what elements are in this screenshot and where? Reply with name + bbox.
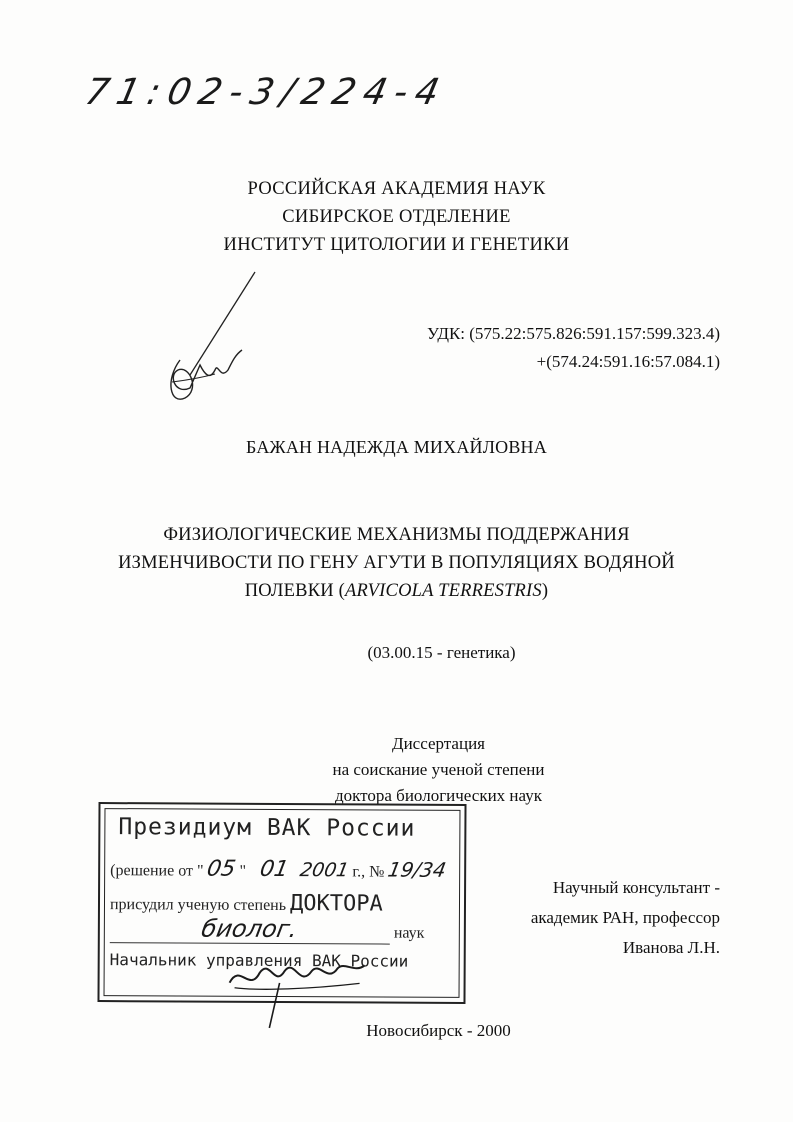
stamp-decision-line xyxy=(110,856,449,883)
stamp-degree: ДОКТОРА xyxy=(290,891,383,917)
consultant-line-1: Научный консультант - xyxy=(552,878,720,897)
scientific-consultant xyxy=(531,873,720,963)
stamp-number-handwritten: 19/34 xyxy=(386,857,449,882)
title-line-2: ИЗМЕНЧИВОСТИ ПО ГЕНУ АГУТИ В ПОПУЛЯЦИЯХ ВОДЯНОЙ xyxy=(118,553,675,573)
stamp-decision-prefix: (решение от " xyxy=(110,862,204,880)
signature-mark xyxy=(160,270,270,410)
stamp-head-line: Начальник управления ВАК России xyxy=(109,950,409,971)
stamp-year-handwritten: 2001 xyxy=(298,859,351,882)
stamp-day-handwritten: 05 xyxy=(205,856,238,882)
dissertation-type xyxy=(0,731,793,809)
stamp-field-blank xyxy=(110,914,390,944)
dissertation-line-1: Диссертация xyxy=(391,734,485,753)
title-line-1: ФИЗИОЛОГИЧЕСКИЕ МЕХАНИЗМЫ ПОДДЕРЖАНИЯ xyxy=(163,525,630,545)
stamp-mid-quote: " xyxy=(239,862,247,880)
city-year: Новосибирск - 2000 xyxy=(366,1021,511,1040)
header-branch: СИБИРСКОЕ ОТДЕЛЕНИЕ xyxy=(282,207,511,227)
consultant-line-2: академик РАН, профессор xyxy=(530,908,720,927)
header-academy: РОССИЙСКАЯ АКАДЕМИЯ НАУК xyxy=(247,179,546,199)
udk-line-1: УДК: (575.22:575.826:591.157:599.323.4) xyxy=(427,324,720,343)
specialty-code: (03.00.15 - генетика) xyxy=(367,643,516,662)
title-line-3-suffix: ) xyxy=(541,581,549,601)
title-line-3 xyxy=(0,577,793,605)
stamp-field-suffix: наук xyxy=(393,924,425,942)
vak-stamp xyxy=(97,802,466,1004)
shelfmark-handwritten: 71:02-3/224-4 xyxy=(81,72,451,113)
stamp-awarded-line xyxy=(110,890,383,916)
stamp-field-line xyxy=(110,914,425,945)
stamp-month-handwritten: 01 xyxy=(257,856,291,883)
stamp-awarded-prefix: присудил ученую степень xyxy=(109,896,287,915)
dissertation-title xyxy=(0,521,793,605)
author-name: БАЖАН НАДЕЖДА МИХАЙЛОВНА xyxy=(246,437,547,457)
header-institute: ИНСТИТУТ ЦИТОЛОГИИ И ГЕНЕТИКИ xyxy=(223,235,570,255)
stamp-year-suffix: г., № xyxy=(352,863,385,881)
udk-line-2: +(574.24:591.16:57.084.1) xyxy=(536,352,720,371)
consultant-line-3: Иванова Л.Н. xyxy=(622,938,720,957)
udk-block xyxy=(427,320,720,376)
title-line-3-prefix: ПОЛЕВКИ ( xyxy=(244,581,346,601)
title-species-italic: ARVICOLA TERRESTRIS xyxy=(345,581,542,601)
stamp-title: Президиум ВАК России xyxy=(118,814,416,842)
dissertation-line-3: доктора биологических наук xyxy=(335,786,542,805)
institution-header xyxy=(0,175,793,259)
stamp-field-handwritten: биолог. xyxy=(199,914,301,944)
dissertation-line-2: на соискание ученой степени xyxy=(332,760,545,779)
